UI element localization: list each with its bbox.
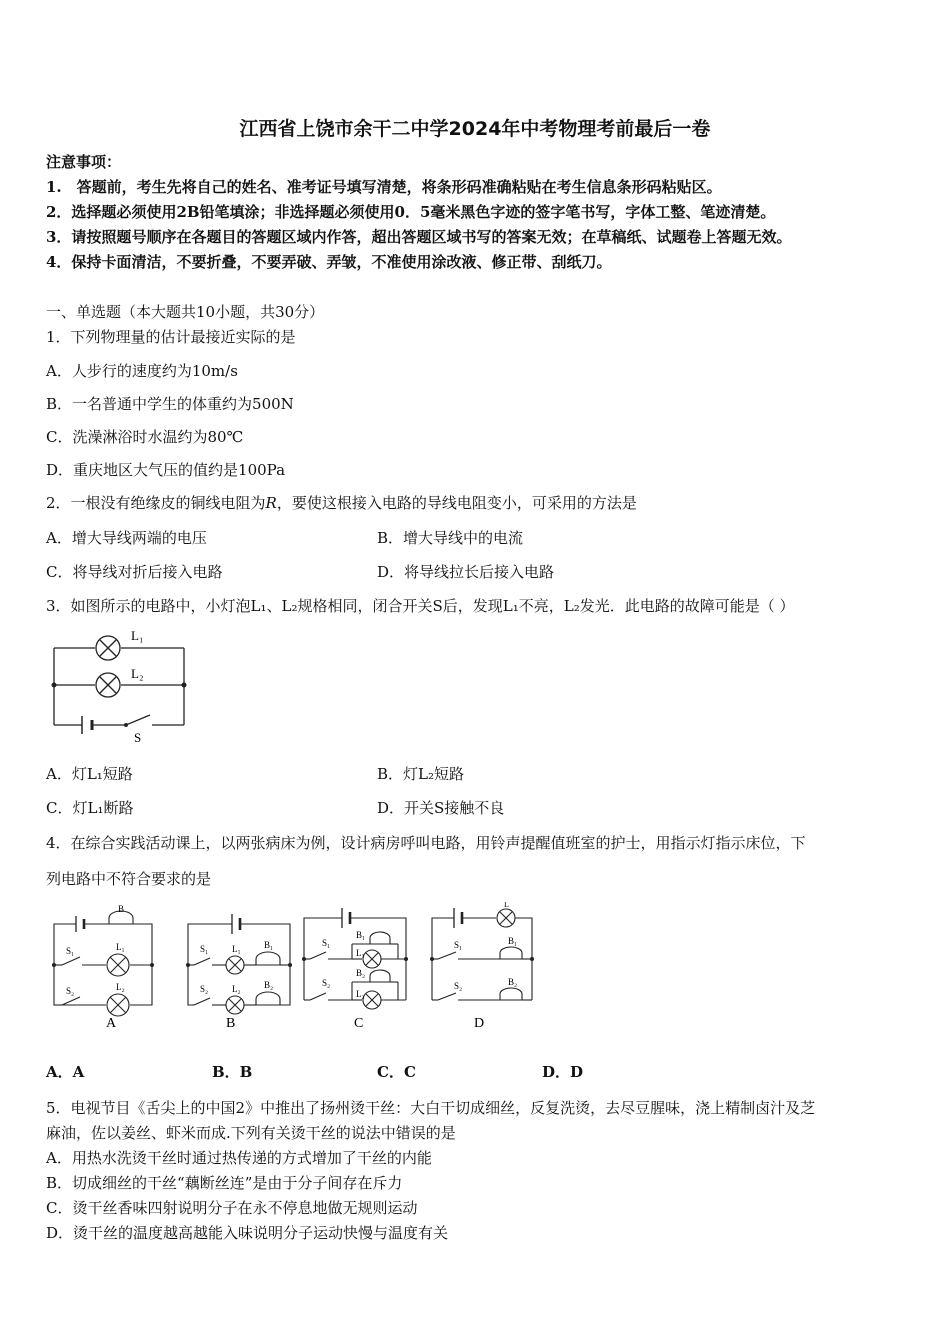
- label-b2: B₂: [508, 977, 518, 987]
- battery-symbol: [82, 716, 92, 734]
- label-l1: L₁: [131, 628, 144, 643]
- label-l2: L₂: [356, 989, 365, 999]
- q4-option-a: A．A: [46, 1063, 85, 1081]
- q1-option-a: A．人步行的速度约为10m/s: [46, 362, 238, 380]
- q1-option-b: B．一名普通中学生的体重约为500N: [46, 395, 294, 413]
- q3-stem: 3．如图所示的电路中，小灯泡L₁、L₂规格相同，闭合开关S后，发现L₁不亮，L₂发光．此电路的故障可能是（ ）: [46, 597, 795, 615]
- q3-circuit-figure: [44, 622, 204, 746]
- switch-contact: [124, 723, 128, 727]
- section-heading: 一、单选题（本大题共10小题，共30分）: [46, 303, 325, 321]
- q2-option-c: C．将导线对折后接入电路: [46, 563, 223, 581]
- label-l2: L₂: [116, 982, 125, 992]
- notice-item: 3．请按照题号顺序在各题目的答题区域内作答，超出答题区域书写的答案无效；在草稿纸、试题卷上答题无效。: [46, 228, 792, 246]
- notice-item: 2．选择题必须使用2B铅笔填涂；非选择题必须使用0．5毫米黑色字迹的签字笔书写，字体工整、笔迹清楚。: [46, 203, 776, 221]
- figure-label-c: C: [354, 1016, 364, 1031]
- q1-option-c: C．洗澡淋浴时水温约为80℃: [46, 428, 244, 446]
- q2-stem-part1: 2．一根没有绝缘皮的铜线电阻为: [46, 494, 266, 512]
- q4-figure-b: [180, 902, 300, 1032]
- q2-stem-r: R: [265, 494, 277, 512]
- lamp-l2-symbol: [96, 673, 120, 697]
- bell-symbol: [256, 952, 280, 965]
- bell-symbol: [256, 992, 280, 1005]
- label-s1: S₁: [322, 938, 331, 948]
- figure-label-b: B: [226, 1016, 236, 1031]
- q4-stem-line2: 列电路中不符合要求的是: [46, 870, 212, 888]
- q5-option-d: D．烫干丝的温度越高越能入味说明分子运动快慢与温度有关: [46, 1224, 449, 1242]
- figure-label-d: D: [474, 1016, 485, 1031]
- q2-option-b: B．增大导线中的电流: [377, 529, 524, 547]
- q5-stem-line1: 5．电视节目《舌尖上的中国2》中推出了扬州烫干丝：大白干切成细丝，反复洗烫，去尽豆腥味，浇上精制卤汁及芝: [46, 1099, 816, 1117]
- q1-option-d: D．重庆地区大气压的值约是100Pa: [46, 461, 286, 479]
- q5-option-b: B．切成细丝的干丝“藕断丝连”是由于分子间存在斥力: [46, 1174, 403, 1192]
- q2-option-a: A．增大导线两端的电压: [46, 529, 207, 547]
- notice-item: 1. 答题前，考生先将自己的姓名、准考证号填写清楚，将条形码准确粘贴在考生信息条形码粘贴区。: [46, 178, 722, 196]
- label-s2: S₂: [66, 986, 75, 996]
- label-l1: L₁: [356, 948, 365, 958]
- q4-stem-line1: 4．在综合实践活动课上，以两张病床为例，设计病房呼叫电路，用铃声提醒值班室的护士，用指示灯指示床位，下: [46, 834, 806, 852]
- q2-stem-part2: ，要使这根接入电路的导线电阻变小，可采用的方法是: [276, 494, 637, 512]
- label-b2: B₂: [356, 968, 366, 978]
- bell-symbol: [370, 932, 390, 944]
- page-title: 江西省上饶市余干二中学2024年中考物理考前最后一卷: [239, 118, 711, 140]
- q5-option-a: A．用热水洗烫干丝时通过热传递的方式增加了干丝的内能: [46, 1149, 432, 1167]
- q2-stem: [46, 493, 637, 513]
- figure-label-a: A: [106, 1016, 117, 1031]
- label-l2: L₂: [232, 984, 241, 994]
- label-lamp: L: [504, 902, 509, 909]
- label-s2: S₂: [454, 981, 463, 991]
- label-b2: B₂: [264, 980, 274, 990]
- q3-option-b: B．灯L₂短路: [377, 765, 464, 783]
- notice-heading: 注意事项：: [46, 153, 122, 171]
- label-l1: L₁: [232, 944, 241, 954]
- q4-option-d: D．D: [542, 1063, 584, 1081]
- bell-symbol: [370, 970, 390, 982]
- label-bell: B: [118, 904, 125, 914]
- q5-stem-line2: 麻油，佐以姜丝、虾米而成.下列有关烫干丝的说法中错误的是: [46, 1124, 456, 1142]
- q4-figure-d: [424, 902, 539, 1032]
- q4-option-b: B．B: [212, 1063, 253, 1081]
- label-b1: B₁: [356, 930, 366, 940]
- q4-figure-c: [300, 902, 415, 1032]
- lamp-l1-symbol: [96, 636, 120, 660]
- q5-option-c: C．烫干丝香味四射说明分子在永不停息地做无规则运动: [46, 1199, 418, 1217]
- label-s1: S₁: [200, 944, 209, 954]
- q3-option-a: A．灯L₁短路: [46, 765, 133, 783]
- label-l2: L₂: [131, 666, 144, 681]
- q4-figure-a: [44, 902, 164, 1032]
- label-s2: S₂: [322, 978, 331, 988]
- bell-symbol: [500, 988, 522, 1000]
- q3-option-c: C．灯L₁断路: [46, 799, 134, 817]
- label-l1: L₁: [116, 942, 125, 952]
- notice-item: 4．保持卡面清洁，不要折叠，不要弄破、弄皱，不准使用涂改液、修正带、刮纸刀。: [46, 253, 612, 271]
- q2-option-d: D．将导线拉长后接入电路: [377, 563, 555, 581]
- q4-option-c: C．C: [377, 1063, 416, 1081]
- bell-symbol: [500, 947, 522, 959]
- label-b1: B₁: [264, 940, 274, 950]
- label-s1: S₁: [454, 940, 463, 950]
- label-s1: S₁: [66, 946, 75, 956]
- q1-stem: 1．下列物理量的估计最接近实际的是: [46, 328, 296, 346]
- label-s: S: [134, 730, 142, 745]
- q3-option-d: D．开关S接触不良: [377, 799, 505, 817]
- label-b1: B₁: [508, 936, 518, 946]
- label-s2: S₂: [200, 984, 209, 994]
